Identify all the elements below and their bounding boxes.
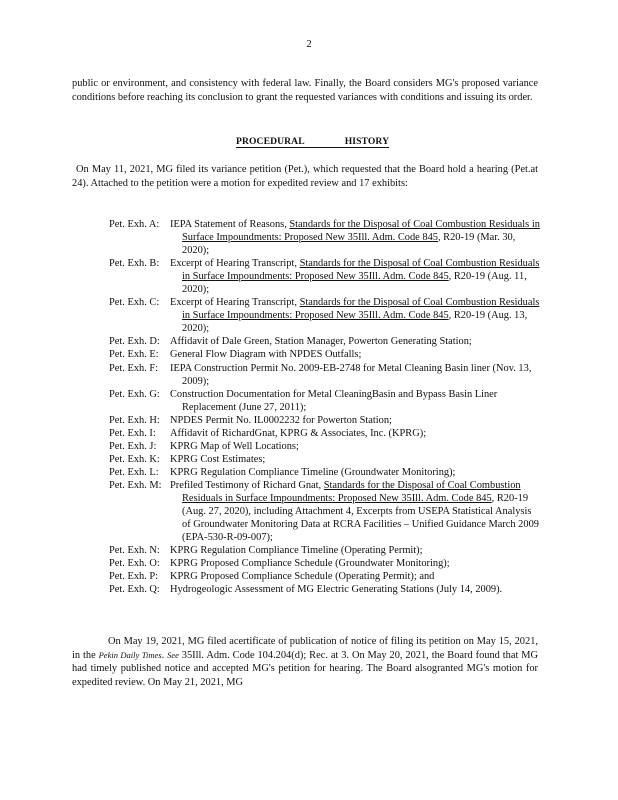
- exhibit-text: Hydrogeologic Assessment of MG Electric Generating Stations (July 14, 2009).: [170, 584, 503, 596]
- heading-word-history: HISTORY: [344, 136, 390, 147]
- exhibit-description: [170, 296, 541, 335]
- exhibit-text: KPRG Proposed Compliance Schedule (Operating Permit); and: [170, 571, 435, 583]
- exhibit-text: Affidavit of RichardGnat, KPRG & Associates, Inc. (KPRG);: [170, 427, 427, 439]
- page-number: 2: [306, 38, 312, 50]
- exhibit-text: Excerpt of Hearing Transcript,: [170, 258, 300, 270]
- exhibit-label: Pet. Exh. A:: [109, 219, 160, 230]
- exhibit-item: [109, 296, 541, 335]
- exhibit-item: [109, 257, 541, 296]
- exhibit-text: IEPA Statement of Reasons,: [170, 219, 290, 230]
- exhibit-text-tail: , R20-19 (Aug. 11, 2020);: [182, 271, 527, 296]
- exhibit-label: Pet. Exh. F:: [109, 362, 159, 374]
- exhibit-rulemaking-title: Standards for the Disposal of Coal Combustion Residuals in Surface Impoundments: Proposed New 35Ill. Adm. Code 845: [182, 258, 540, 283]
- exhibit-item: [109, 544, 541, 557]
- exhibit-list: [109, 218, 541, 596]
- exhibit-label: Pet. Exh. D:: [109, 336, 160, 348]
- final-paragraph: [72, 635, 538, 689]
- exhibit-rulemaking-title: Standards for the Disposal of Coal Combustion Residuals in Surface Impoundments: Proposed New 35Ill. Adm. Code 845: [182, 219, 540, 244]
- exhibit-label: Pet. Exh. K:: [109, 453, 160, 465]
- exhibit-description: [170, 348, 541, 361]
- exhibit-description: [170, 479, 541, 544]
- exhibit-item: [109, 388, 541, 414]
- exhibit-description: [170, 583, 541, 596]
- exhibit-label: Pet. Exh. M:: [109, 479, 162, 491]
- heading-word-procedural: PROCEDURAL: [236, 136, 305, 147]
- newspaper-name: Pekin Daily Times: [98, 649, 162, 660]
- exhibit-label: Pet. Exh. P:: [109, 571, 159, 583]
- exhibit-text: Prefiled Testimony of Richard Gnat,: [170, 479, 324, 491]
- exhibit-label: Pet. Exh. C:: [109, 297, 160, 309]
- exhibit-rulemaking-title: Standards for the Disposal of Coal Combustion Residuals in Surface Impoundments: Proposed New 35Ill. Adm. Code 845: [182, 297, 540, 322]
- filing-paragraph: [72, 163, 538, 190]
- exhibit-item: [109, 466, 541, 479]
- exhibit-description: [170, 557, 541, 570]
- exhibit-text: KPRG Regulation Compliance Timeline (Groundwater Monitoring);: [170, 466, 456, 478]
- exhibit-description: [170, 335, 541, 348]
- exhibit-item: [109, 453, 541, 466]
- exhibit-text: KPRG Map of Well Locations;: [170, 440, 299, 452]
- exhibit-label: Pet. Exh. L:: [109, 466, 159, 478]
- section-heading: [236, 136, 389, 148]
- exhibit-description: [170, 453, 541, 466]
- exhibit-label: Pet. Exh. E:: [109, 349, 159, 361]
- exhibit-text: Affidavit of Dale Green, Station Manager, Powerton Generating Station;: [170, 336, 472, 348]
- exhibit-item: [109, 570, 541, 583]
- exhibit-label: Pet. Exh. J:: [109, 440, 157, 452]
- exhibit-item: [109, 440, 541, 453]
- exhibit-text: Excerpt of Hearing Transcript,: [170, 297, 300, 309]
- exhibit-description: [170, 466, 541, 479]
- exhibit-description: [170, 440, 541, 453]
- exhibit-item: [109, 583, 541, 596]
- exhibit-description: [170, 388, 541, 414]
- exhibit-label: Pet. Exh. G:: [109, 388, 160, 400]
- exhibit-text: NPDES Permit No. IL0002232 for Powerton Station;: [170, 414, 392, 426]
- exhibit-item: [109, 335, 541, 348]
- see-signal: See: [167, 649, 179, 660]
- exhibit-text: General Flow Diagram with NPDES Outfalls;: [170, 349, 362, 361]
- intro-paragraph: public or environment, and consistency with federal law. Finally, the Board considers MG's proposed variance conditions before reaching its conclusion to grant the requested variances with conditions and issuing its order.: [72, 78, 538, 103]
- exhibit-label: Pet. Exh. I:: [109, 427, 156, 439]
- exhibit-label: Pet. Exh. B:: [109, 258, 160, 270]
- exhibit-item: [109, 348, 541, 361]
- exhibit-item: [109, 557, 541, 570]
- exhibit-description: [170, 427, 541, 440]
- exhibit-label: Pet. Exh. H:: [109, 414, 160, 426]
- exhibit-description: [170, 414, 541, 427]
- exhibit-item: [109, 479, 541, 544]
- exhibit-text: Construction Documentation for Metal CleaningBasin and Bypass Basin Liner Replacement (June 27, 2011);: [170, 388, 498, 413]
- exhibit-text-tail: , R20-19 (Mar. 30, 2020);: [182, 232, 516, 257]
- exhibit-text-tail: , R20-19 (Aug. 13, 2020);: [182, 310, 528, 335]
- final-paragraph-part2: .: [161, 649, 168, 661]
- exhibit-item: [109, 414, 541, 427]
- exhibit-description: [170, 544, 541, 557]
- exhibit-item: [109, 218, 541, 257]
- exhibit-description: [170, 257, 541, 296]
- exhibit-item: [109, 362, 541, 388]
- exhibit-text: KPRG Cost Estimates;: [170, 453, 266, 465]
- exhibit-text-tail: , R20-19 (Aug. 27, 2020), including Attachment 4, Excerpts from USEPA Statistical Analysis of Groundwater Monitoring Data at RCRA Facilities – Unified Guidance March 2009 (EPA-530-R-09-007);: [182, 492, 539, 544]
- exhibit-rulemaking-title: Standards for the Disposal of Coal Combustion Residuals in Surface Impoundments: Proposed New 35Ill. Adm. Code 845: [182, 479, 521, 504]
- exhibit-text: KPRG Proposed Compliance Schedule (Groundwater Monitoring);: [170, 558, 450, 570]
- exhibit-text: IEPA Construction Permit No. 2009-EB-2748 for Metal Cleaning Basin liner (Nov. 13, 2009);: [170, 362, 532, 387]
- exhibit-label: Pet. Exh. N:: [109, 545, 160, 557]
- final-paragraph-part1: On May 19, 2021, MG filed acertificate of publication of notice of filing its petition on May 15, 2021, in the: [72, 636, 538, 661]
- exhibit-item: [109, 427, 541, 440]
- exhibit-label: Pet. Exh. Q:: [109, 584, 160, 596]
- exhibit-label: Pet. Exh. O:: [109, 558, 160, 570]
- filing-paragraph-text: On May 11, 2021, MG filed its variance petition (Pet.), which requested that the Board hold a hearing (Pet.at 24). Attached to the petition were a motion for expedited review and 17 exhibits:: [72, 164, 538, 189]
- final-paragraph-part3: 35Ill. Adm. Code 104.204(d); Rec. at 3. On May 20, 2021, the Board found that MG had timely published notice and accepted MG's petition for hearing. The Board alsogranted MG's motion for expedited review. On May 21, 2021, MG: [72, 649, 538, 688]
- exhibit-description: [170, 362, 541, 388]
- exhibit-text: KPRG Regulation Compliance Timeline (Operating Permit);: [170, 545, 423, 557]
- exhibit-description: [170, 570, 541, 583]
- exhibit-description: [170, 218, 541, 257]
